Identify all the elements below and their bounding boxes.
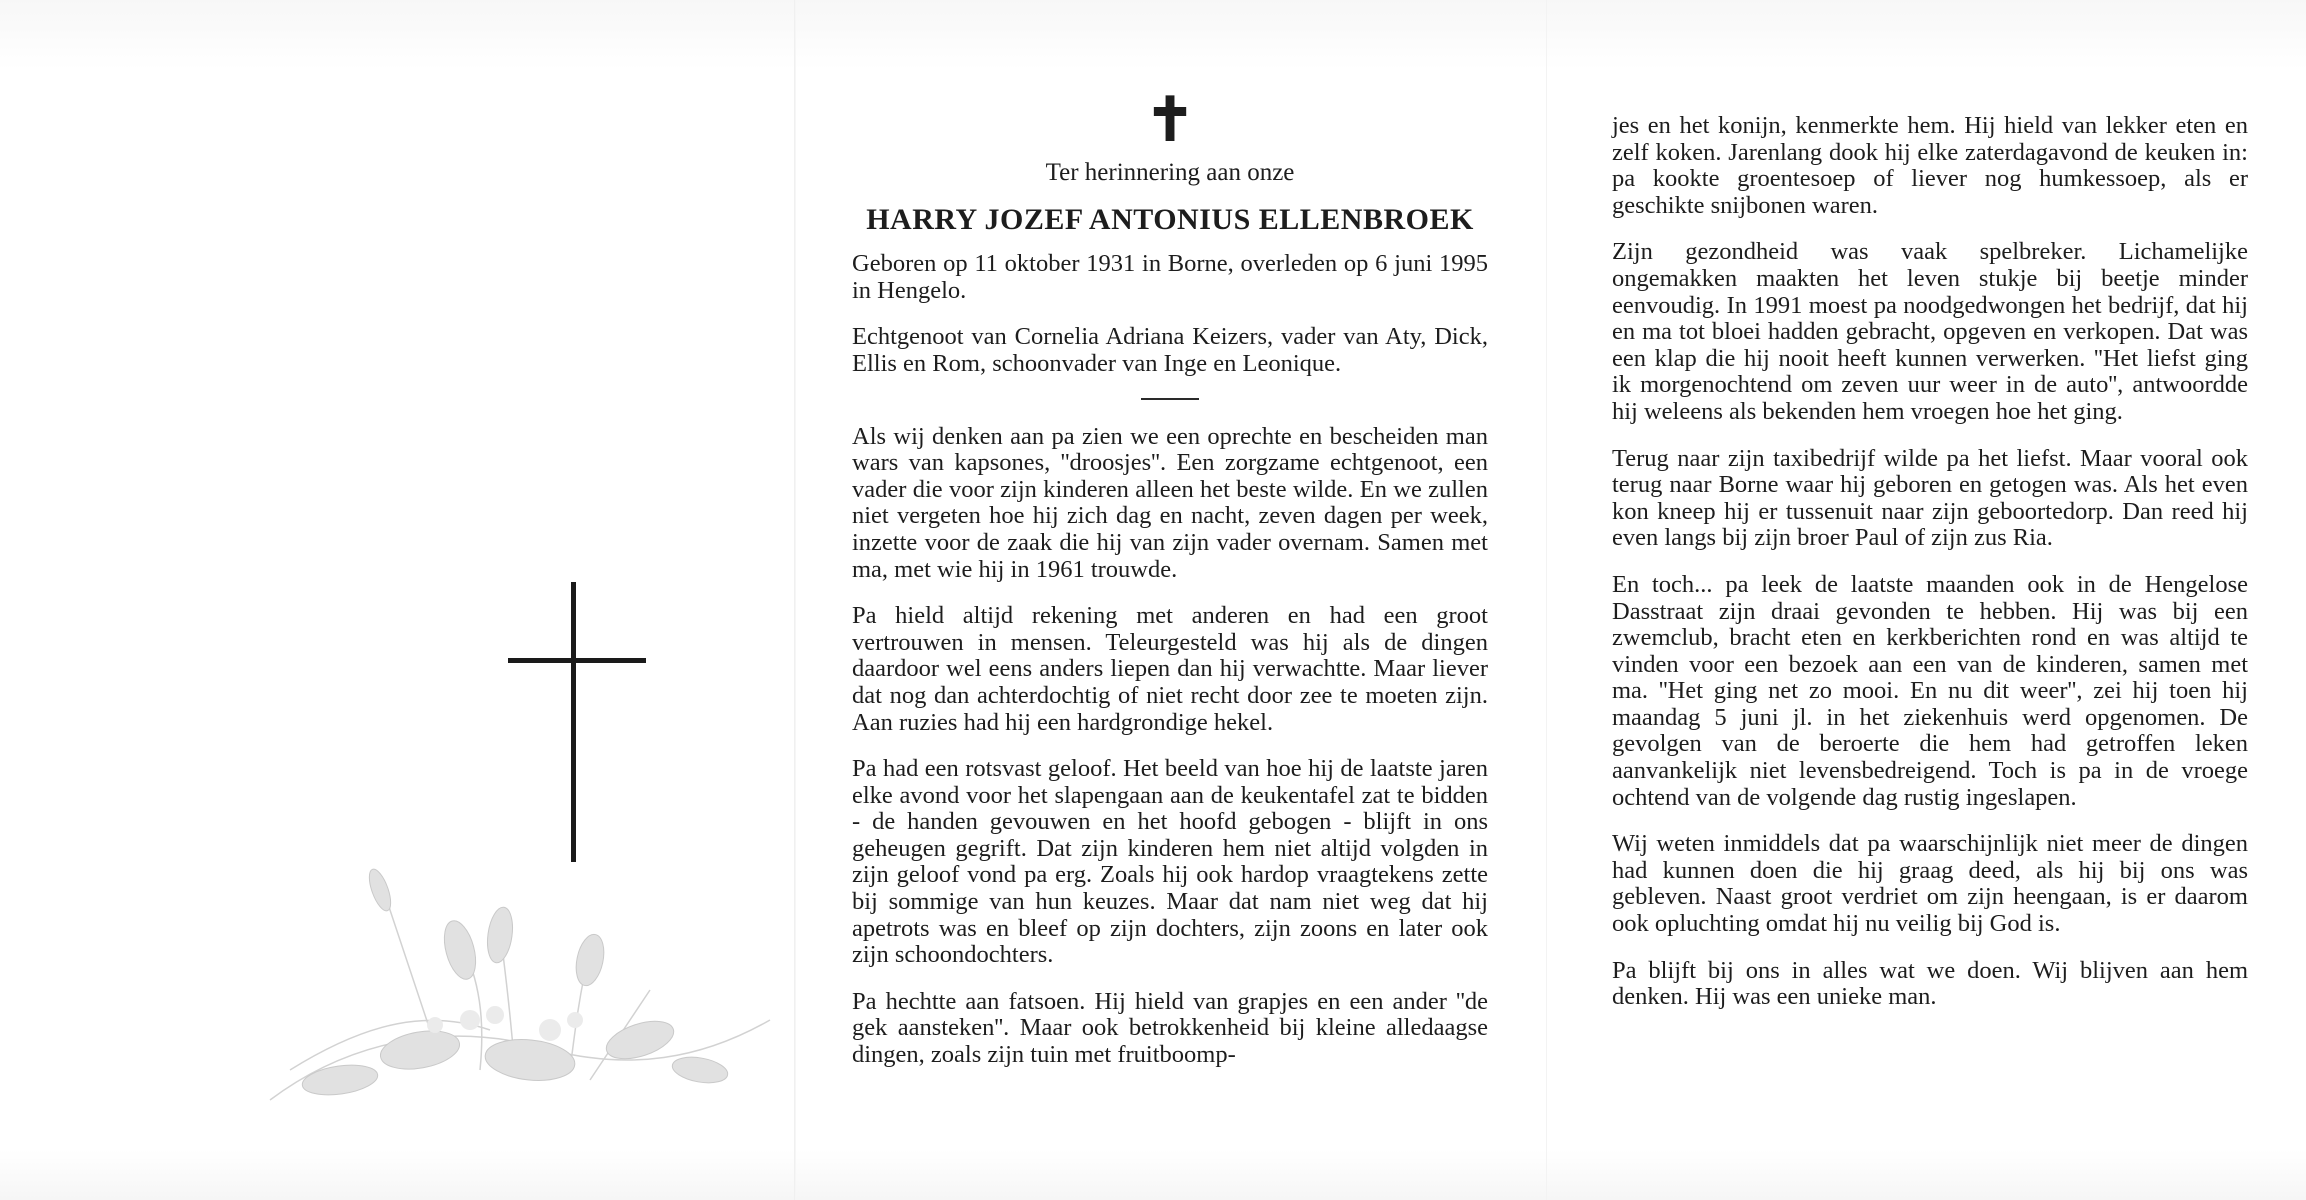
separator-line: [1141, 398, 1199, 400]
paragraph: Wij weten inmiddels dat pa waarschijnlijk niet meer de dingen had kunnen doen die hij graag deed, als hij bij ons was gebleven. Naast groot verdriet om zijn heengaan, is er daarom ook opluchting omdat hij nu veilig bij God is.: [1612, 830, 2248, 938]
large-cross-horizontal: [508, 658, 646, 663]
card-fold-line: [794, 0, 796, 1200]
left-panel-illustration: [0, 0, 790, 1200]
paragraph: En toch... pa leek de laatste maanden ook in de Hengelose Dasstraat zijn draai gevonden te hebben. Hij was bij een zwemclub, bracht eten en kerkberichten rond en was altijd te vinden voor een bezoek aan een van de kinderen, samen met ma. ''Het ging net zo mooi. En nu dit weer'', zei hij toen hij maandag 5 juni jl. in het ziekenhuis werd opgenomen. De gevolgen van de beroerte die hem had getroffen leken aanvankelijk niet levensbedreigend. Toch is pa in de vroege ochtend van de volgende dag rustig ingeslapen.: [1612, 570, 2248, 811]
small-cross-symbol: ✝: [1144, 87, 1196, 153]
middle-column: [852, 87, 1488, 1089]
intro-line: Ter herinnering aan onze: [1045, 159, 1295, 186]
birth-death-text: Geboren op 11 oktober 1931 in Borne, overleden op 6 juni 1995 in Hengelo.: [852, 250, 1488, 304]
right-column: [1612, 113, 2248, 1031]
paragraph: jes en het konijn, kenmerkte hem. Hij hield van lekker eten en zelf koken. Jarenlang dook hij elke zaterdagavond de keuken in: pa kookte groentesoep of liever nog humkessoep, als er geschikte snijbonen waren.: [1612, 112, 2248, 219]
family-text: Echtgenoot van Cornelia Adriana Keizers, vader van Aty, Dick, Ellis en Rom, schoonvader van Inge en Leonique.: [852, 323, 1488, 377]
paragraph: Pa hechtte aan fatsoen. Hij hield van grapjes en een ander ''de gek aansteken''. Maar ook betrokkenheid bij kleine alledaagse dingen, zoals zijn tuin met fruitboomp-: [852, 987, 1488, 1069]
flowers-illustration: [230, 820, 790, 1120]
deceased-name: HARRY JOZEF ANTONIUS ELLENBROEK: [866, 202, 1474, 236]
paragraph: Pa hield altijd rekening met anderen en had een groot vertrouwen in mensen. Teleurgesteld was hij als de dingen daardoor wel eens anders liepen dan hij verwachtte. Maar liever dat nog dan achterdochtig of niet recht door zee te moeten zijn. Aan ruzies had hij een hardgrondige hekel.: [852, 602, 1488, 736]
paragraph: Zijn gezondheid was vaak spelbreker. Lichamelijke ongemakken maakten het leven stukje bij beetje minder eenvoudig. In 1991 moest pa noodgedwongen het bedrijf, dat hij en ma tot bloei hadden gebracht, opgeven en verkopen. Dat was een klap die hij nooit heeft kunnen verwerken. ''Het liefst ging ik morgenochtend om zeven uur weer in de auto'', antwoordde hij weleens als bekenden hem vroegen hoe het ging.: [1612, 238, 2248, 425]
paragraph: Pa blijft bij ons in alles wat we doen. Wij blijven aan hem denken. Hij was een unieke man.: [1612, 956, 2248, 1011]
paragraph: Pa had een rotsvast geloof. Het beeld van hoe hij de laatste jaren elke avond voor het slapengaan aan de keukentafel zat te bidden - de handen gevouwen en het hoofd gebogen - blijft in ons geheugen gegrift. Dat zijn kinderen hem niet altijd volgden in zijn geloof vond pa erg. Zoals hij ook hardop vraagtekens zette bij sommige van hun keuzes. Maar dat nam niet weg dat hij apetrots was en bleef op zijn dochters, zijn zoons en later ook zijn schoondochters.: [852, 755, 1488, 969]
paragraph: Als wij denken aan pa zien we een oprechte en bescheiden man wars van kapsones, ''droosjes''. Een zorgzame echtgenoot, een vader die voor zijn kinderen alleen het beste wilde. En we zullen niet vergeten hoe hij zich dag en nacht, zeven dagen per week, inzette voor de zaak die hij van zijn vader overnam. Samen met ma, met wie hij in 1961 trouwde.: [852, 422, 1488, 583]
paragraph: Terug naar zijn taxibedrijf wilde pa het liefst. Maar vooral ook terug naar Borne waar hij geboren en getogen was. Als het even kon kneep hij er tussenuit naar zijn geboortedorp. Dan reed hij even langs bij zijn broer Paul of zijn zus Ria.: [1612, 444, 2248, 552]
card-fold-line-right: [1546, 0, 1547, 1200]
